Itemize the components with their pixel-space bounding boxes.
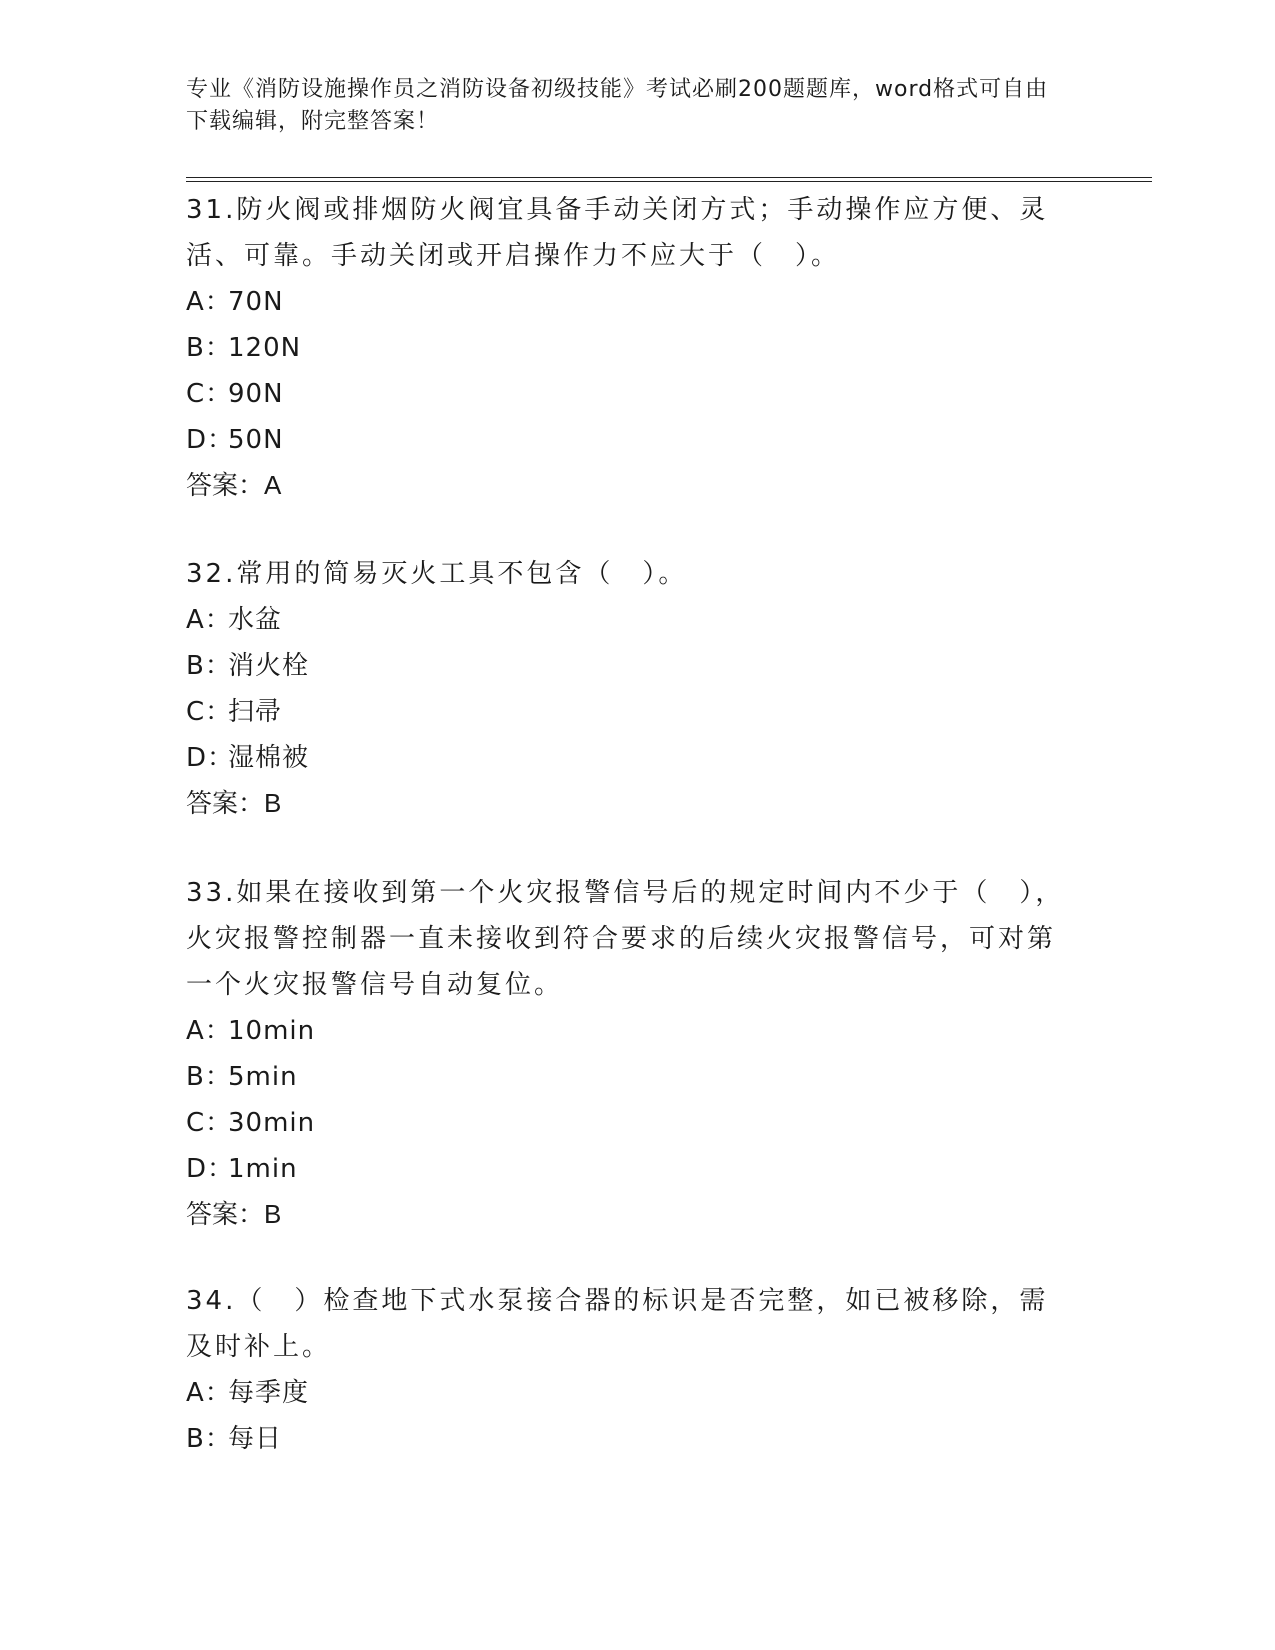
answer-label: 答案：	[186, 1199, 265, 1229]
option-key: C：	[186, 379, 233, 409]
option-text: 水盆	[228, 605, 283, 635]
option-text: 90N	[228, 379, 284, 409]
option-key: A：	[186, 1378, 232, 1408]
option-text: 10min	[228, 1016, 316, 1046]
option-text: 1min	[228, 1154, 298, 1184]
option-text: 30min	[228, 1108, 316, 1138]
question-stem	[186, 187, 1066, 279]
answer-line	[186, 463, 1066, 507]
option-key: A：	[186, 1016, 232, 1046]
option-c	[186, 1100, 1066, 1146]
question-text: 如果在接收到第一个火灾报警信号后的规定时间内不少于（ ），火灾报警控制器一直未接收到符合要求的后续火灾报警信号，可对第一个火灾报警信号自动复位。	[186, 878, 1065, 1000]
answer-line	[186, 781, 1066, 825]
option-key: C：	[186, 697, 233, 727]
option-text: 消火栓	[228, 651, 310, 681]
option-d	[186, 417, 1066, 463]
question-number: 32.	[186, 559, 237, 589]
option-key: B：	[186, 333, 232, 363]
question-text: （ ）检查地下式水泵接合器的标识是否完整，如已被移除，需及时补上。	[186, 1286, 1049, 1362]
option-key: B：	[186, 1062, 232, 1092]
option-a	[186, 597, 1066, 643]
option-text: 每日	[228, 1424, 283, 1454]
option-text: 120N	[228, 333, 302, 363]
option-b	[186, 1054, 1066, 1100]
option-key: C：	[186, 1108, 233, 1138]
option-d	[186, 1146, 1066, 1192]
option-key: D：	[186, 1154, 235, 1184]
option-b	[186, 325, 1066, 371]
question-31	[186, 187, 1066, 507]
option-key: A：	[186, 287, 232, 317]
answer-value: A	[264, 470, 282, 500]
option-a	[186, 1008, 1066, 1054]
option-key: B：	[186, 1424, 232, 1454]
option-text: 每季度	[228, 1378, 310, 1408]
option-text: 50N	[228, 425, 284, 455]
option-text: 70N	[228, 287, 284, 317]
question-stem	[186, 1278, 1066, 1370]
header-divider-bottom	[186, 181, 1152, 182]
option-text: 5min	[228, 1062, 298, 1092]
answer-label: 答案：	[186, 788, 265, 818]
question-number: 34.	[186, 1286, 237, 1316]
option-c	[186, 371, 1066, 417]
question-stem	[186, 870, 1066, 1008]
question-32	[186, 551, 1066, 825]
option-text: 扫帚	[228, 697, 283, 727]
option-key: D：	[186, 425, 235, 455]
option-a	[186, 1370, 1066, 1416]
question-text: 常用的简易灭火工具不包含（ ）。	[236, 559, 688, 589]
option-key: B：	[186, 651, 232, 681]
question-stem	[186, 551, 1066, 597]
document-header: 专业《消防设施操作员之消防设备初级技能》考试必刷200题题库，word格式可自由下载编辑，附完整答案！	[186, 77, 1049, 134]
question-text: 防火阀或排烟防火阀宜具备手动关闭方式；手动操作应方便、灵活、可靠。手动关闭或开启操作力不应大于（ ）。	[186, 195, 1049, 271]
answer-value: B	[264, 1199, 282, 1229]
header-divider-top	[186, 177, 1152, 178]
question-33	[186, 870, 1066, 1236]
answer-value: B	[264, 788, 282, 818]
option-text: 湿棉被	[228, 743, 310, 773]
option-key: A：	[186, 605, 232, 635]
question-number: 31.	[186, 195, 237, 225]
answer-line	[186, 1192, 1066, 1236]
question-34	[186, 1278, 1066, 1462]
answer-label: 答案：	[186, 470, 265, 500]
option-key: D：	[186, 743, 235, 773]
option-a	[186, 279, 1066, 325]
option-d	[186, 735, 1066, 781]
question-number: 33.	[186, 878, 237, 908]
option-b	[186, 1416, 1066, 1462]
option-c	[186, 689, 1066, 735]
option-b	[186, 643, 1066, 689]
